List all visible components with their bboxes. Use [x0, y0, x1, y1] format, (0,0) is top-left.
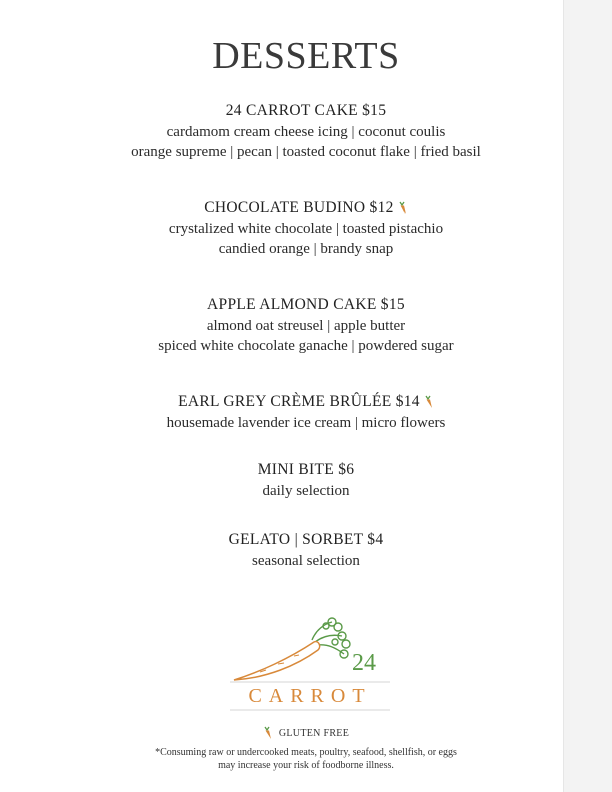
item-name: GELATO | SORBET $4 [228, 531, 384, 548]
menu-item [0, 100, 612, 197]
item-description-line: daily selection [262, 483, 350, 499]
item-name: APPLE ALMOND CAKE $15 [207, 296, 405, 313]
carrot-leaves-icon [312, 618, 350, 658]
item-description-line: spiced white chocolate ganache | powdered sugar [158, 338, 454, 354]
disclaimer-line: *Consuming raw or undercooked meats, poultry, seafood, shellfish, or eggs [155, 747, 457, 758]
menu-item [0, 197, 612, 294]
item-description-line: cardamom cream cheese icing | coconut coulis [166, 124, 446, 140]
item-name: MINI BITE $6 [257, 461, 355, 478]
item-name: CHOCOLATE BUDINO $12 [204, 199, 394, 216]
carrot-body-icon [234, 642, 320, 680]
item-description-line: candied orange | brandy snap [218, 241, 394, 257]
food-safety-disclaimer [0, 746, 612, 772]
item-name-row [0, 459, 612, 481]
gluten-free-label: GLUTEN FREE [278, 727, 350, 739]
24-carrot-logo [220, 612, 400, 720]
logo-number: 24 [352, 650, 376, 676]
item-name: 24 CARROT CAKE $15 [225, 102, 387, 119]
gluten-free-carrot-icon [424, 395, 434, 409]
menu-item [0, 294, 612, 391]
dessert-list [0, 100, 612, 589]
gluten-free-carrot-icon [263, 726, 273, 740]
disclaimer-line: may increase your risk of foodborne illness. [218, 760, 394, 771]
item-description-line: crystalized white chocolate | toasted pistachio [168, 221, 444, 237]
menu-item [0, 529, 612, 589]
item-description-line: seasonal selection [252, 553, 360, 569]
gluten-free-carrot-icon [398, 201, 408, 215]
menu-title: DESSERTS [212, 35, 400, 77]
item-name-row [0, 391, 612, 413]
logo-word: CARROT [248, 685, 372, 707]
item-name-row [0, 529, 612, 551]
item-name-row [0, 100, 612, 122]
item-name-row [0, 197, 612, 219]
menu-item [0, 459, 612, 529]
item-description-line: housemade lavender ice cream | micro flowers [166, 415, 446, 431]
item-description-line: almond oat streusel | apple butter [206, 318, 406, 334]
item-name: EARL GREY CRÈME BRÛLÉE $14 [178, 393, 420, 410]
gluten-free-legend [0, 726, 612, 740]
menu-item [0, 391, 612, 459]
item-name-row [0, 294, 612, 316]
item-description-line: orange supreme | pecan | toasted coconut flake | fried basil [131, 144, 481, 160]
